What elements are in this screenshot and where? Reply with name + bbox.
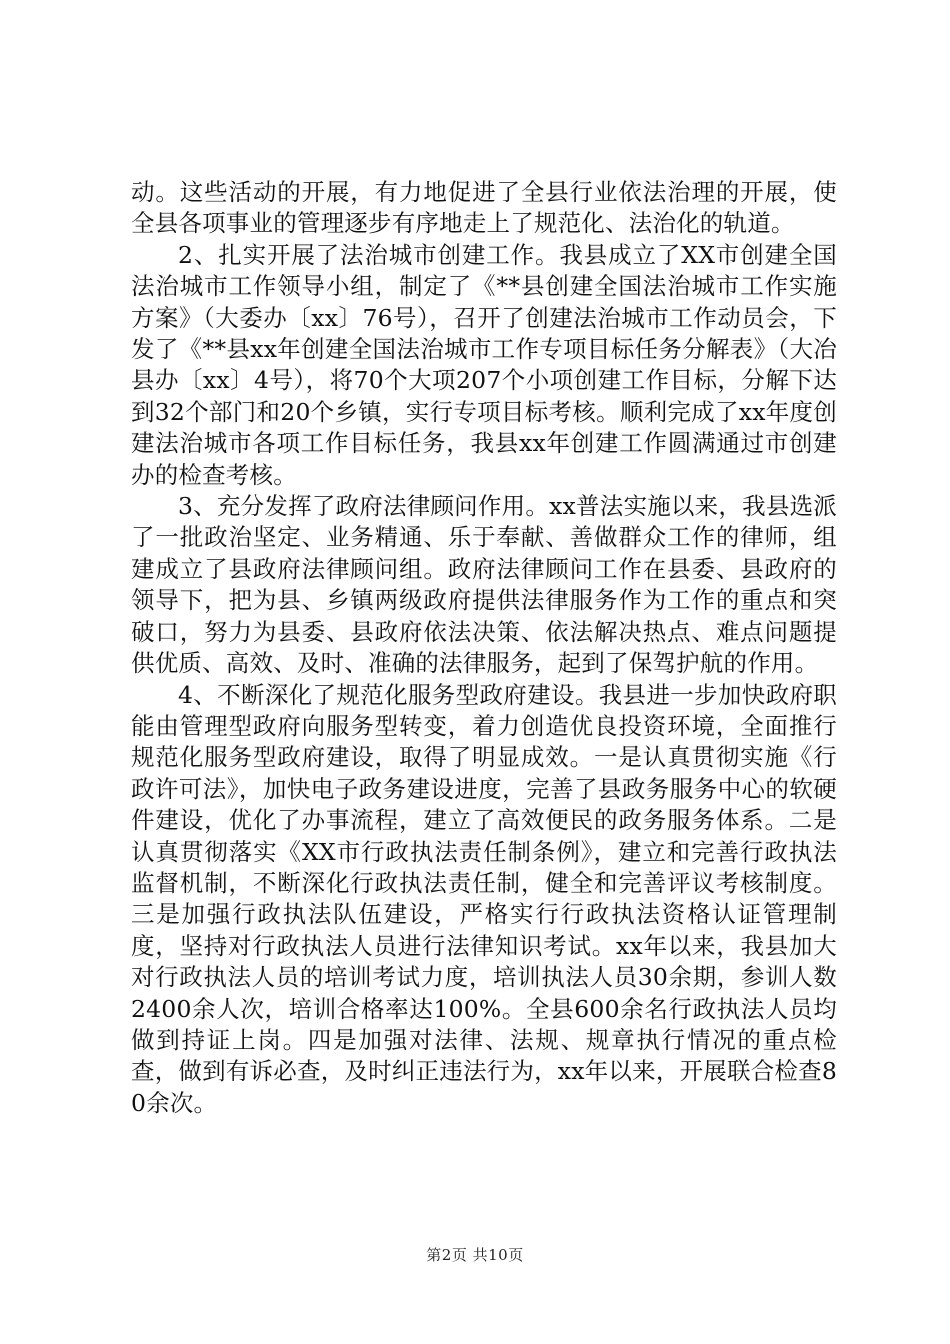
page-number-footer: 第2页 共10页 — [426, 1246, 524, 1264]
paragraph-item-2: 2、扎实开展了法治城市创建工作。我县成立了XX市创建全国法治城市工作领导小组，制定了《**县创建全国法治城市工作实施方案》（大委办〔xx〕76号），召开了创建法治城市工作动员会，下发了《**县xx年创建全国法治城市工作专项目标任务分解表》（大冶县办〔xx〕4号），将70个大项207个小项创建工作目标，分解下达到32个部门和20个乡镇，实行专项目标考核。顺利完成了xx年度创建法治城市各项工作目标任务，我县xx年创建工作圆满通过市创建办的检查考核。 — [131, 240, 837, 489]
paragraph-item-3: 3、充分发挥了政府法律顾问作用。xx普法实施以来，我县选派了一批政治坚定、业务精通、乐于奉献、善做群众工作的律师，组建成立了县政府法律顾问组。政府法律顾问工作在县委、县政府的领导下，把为县、乡镇两级政府提供法律服务作为工作的重点和突破口，努力为县委、县政府依法决策、依法解决热点、难点问题提供优质、高效、及时、准确的法律服务，起到了保驾护航的作用。 — [131, 492, 837, 678]
paragraph-item-4: 4、不断深化了规范化服务型政府建设。我县进一步加快政府职能由管理型政府向服务型转变，着力创造优良投资环境，全面推行规范化服务型政府建设，取得了明显成效。一是认真贯彻实施《行政许可法》，加快电子政务建设进度，完善了县政务服务中心的软硬件建设，优化了办事流程，建立了高效便民的政务服务体系。二是认真贯彻落实《XX市行政执法责任制条例》，建立和完善行政执法监督机制，不断深化行政执法责任制，健全和完善评议考核制度。三是加强行政执法队伍建设，严格实行行政执法资格认证管理制度，坚持对行政执法人员进行法律知识考试。xx年以来，我县加大对行政执法人员的培训考试力度，培训执法人员30余期，参训人数2400余人次，培训合格率达100%。全县600余名行政执法人员均做到持证上岗。四是加强对法律、法规、规章执行情况的重点检查，做到有诉必查，及时纠正违法行为，xx年以来，开展联合检查80余次。 — [131, 680, 837, 1117]
document-body — [131, 177, 837, 1119]
paragraph-continuation: 动。这些活动的开展，有力地促进了全县行业依法治理的开展，使全县各项事业的管理逐步有序地走上了规范化、法治化的轨道。 — [131, 178, 837, 238]
